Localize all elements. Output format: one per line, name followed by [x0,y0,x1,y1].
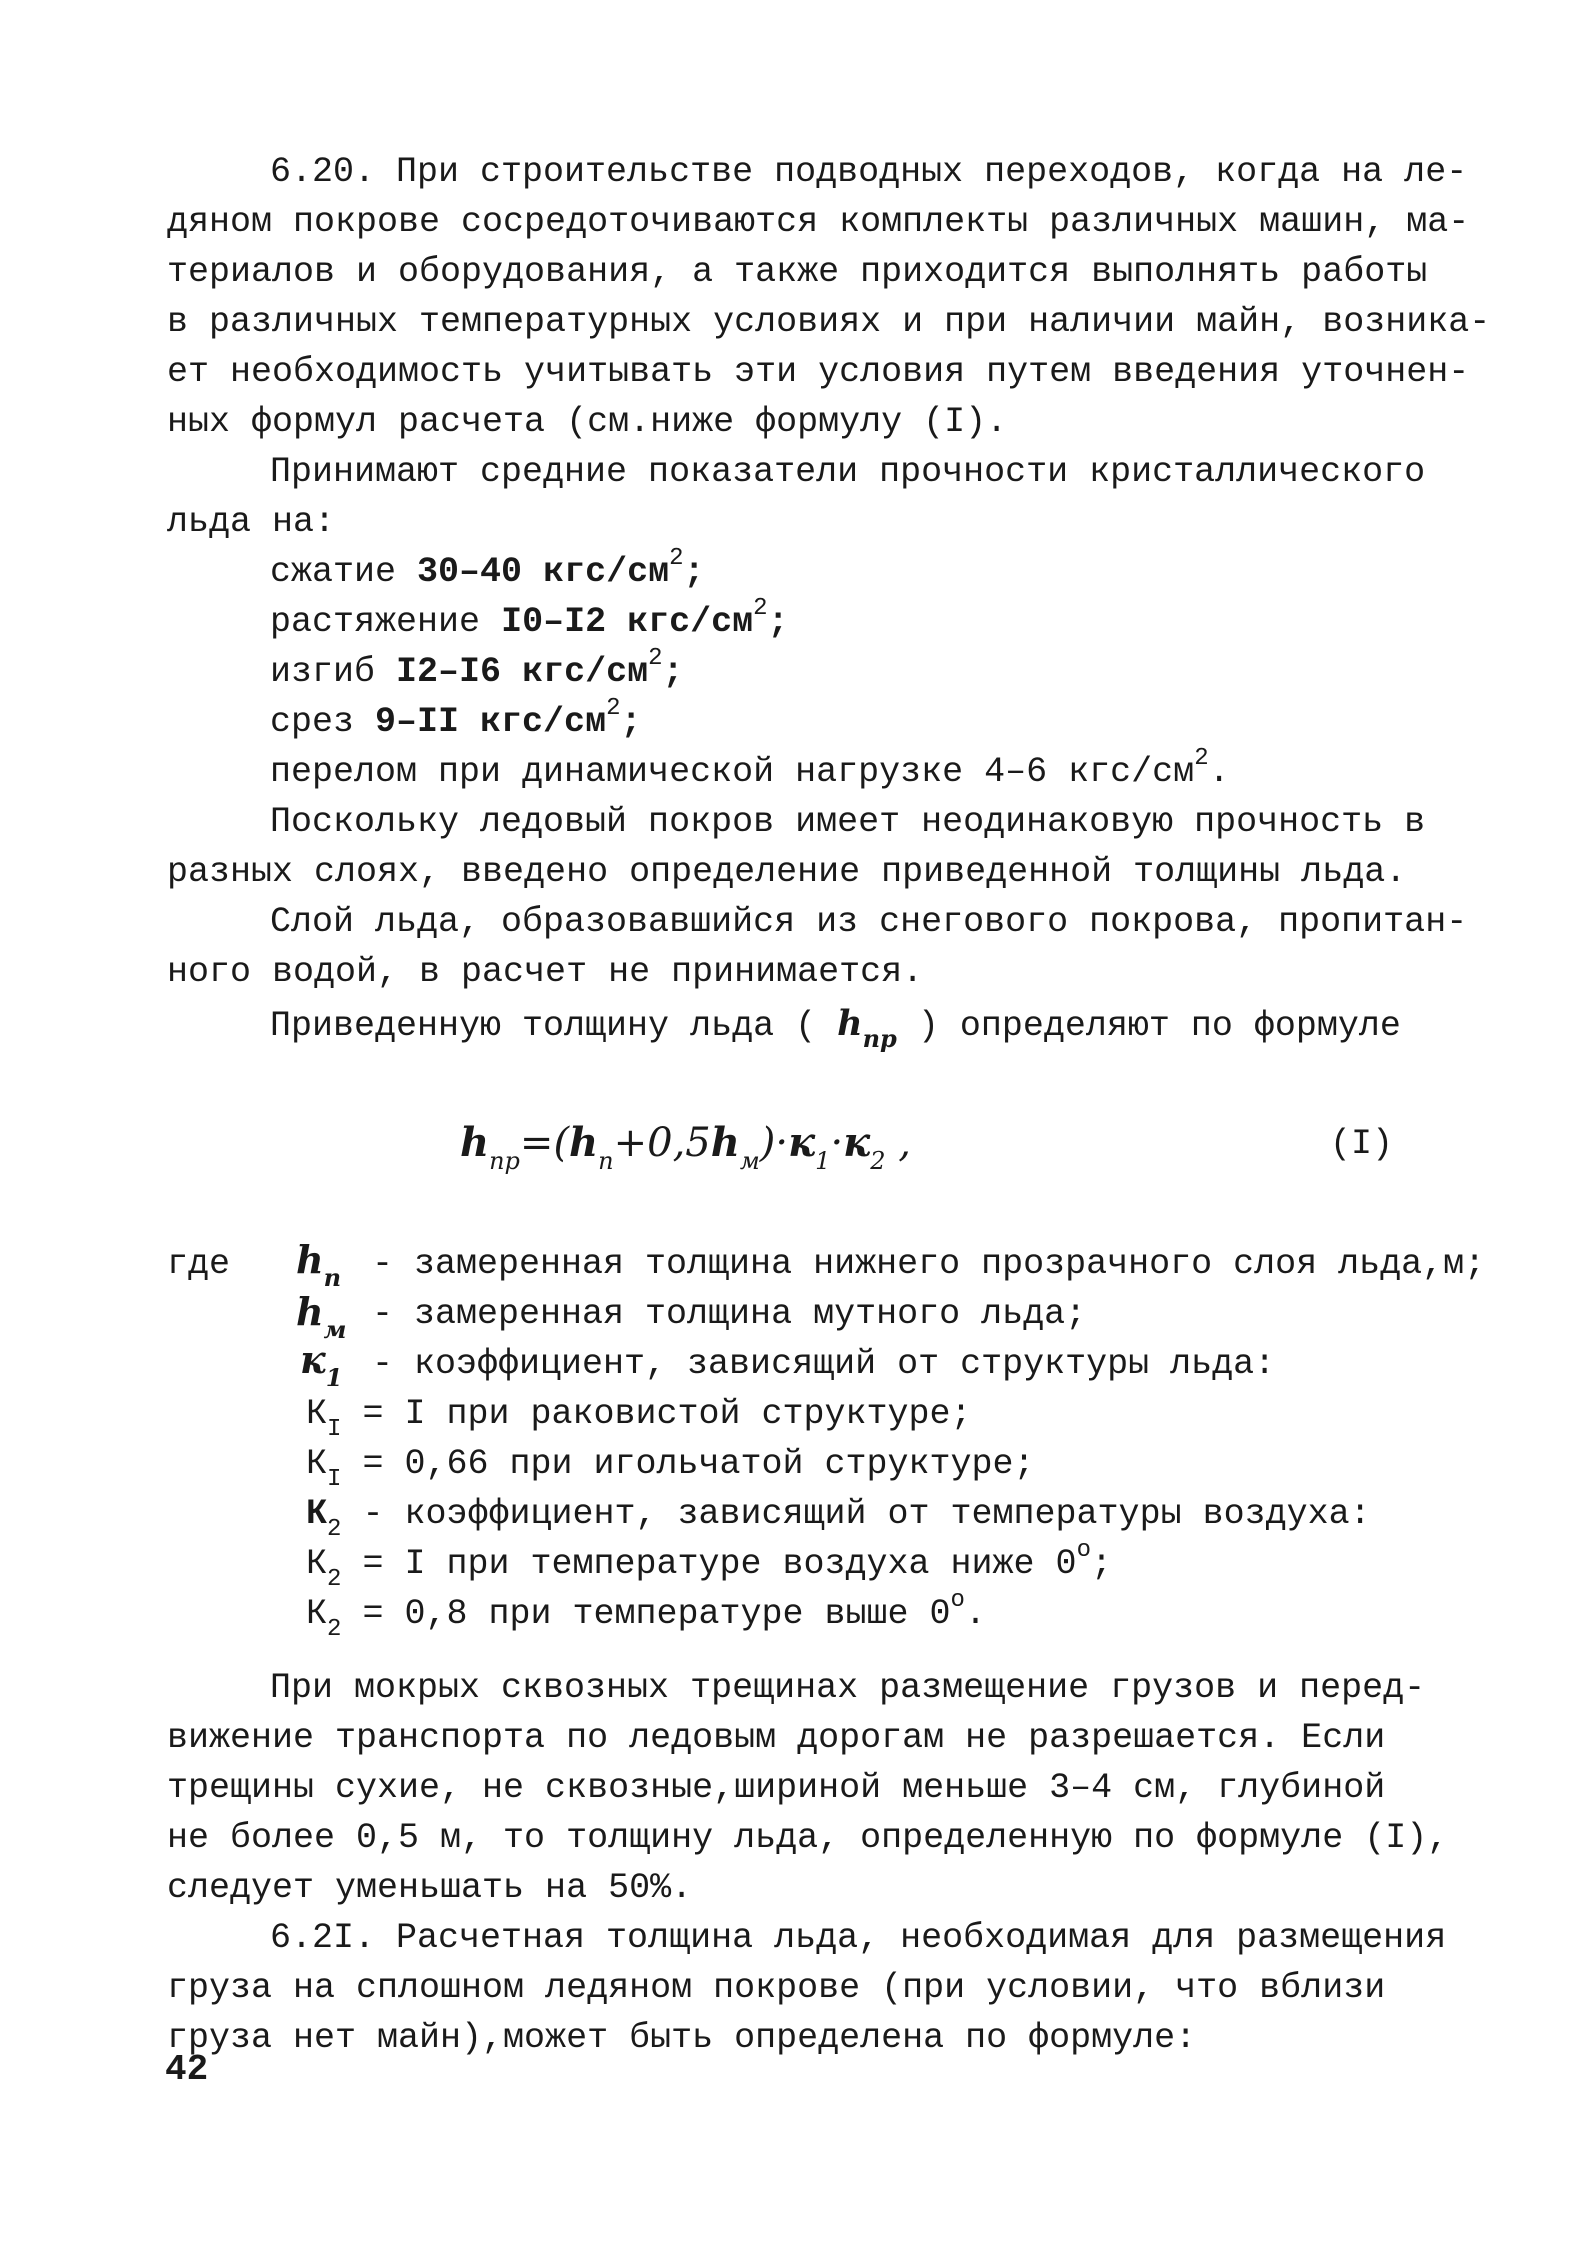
strength-end: . [1208,752,1230,792]
def-sym: к [300,1337,326,1382]
k-text: = 0,8 при температуре выше 0 [362,1594,951,1634]
strength-exponent: 2 [606,695,621,723]
def-sub: п [323,1262,342,1292]
def-symbol-k1 [300,1336,343,1392]
strength-label: перелом при динамической нагрузке [270,752,964,792]
k2-value-2 [306,1587,986,1643]
reduced-before: Приведенную толщину льда ( [270,1006,817,1046]
k1-value-1 [306,1390,972,1443]
k-text: - коэффициент, зависящий от температуры воздуха: [362,1494,1371,1534]
strength-intro-line-1: Принимают средние показатели прочности кристаллического [270,452,1426,492]
strength-end: ; [620,702,642,742]
def-sub: м [323,1314,347,1344]
k-sym: К [306,1544,328,1584]
p620-line-5: ет необходимость учитывать эти условия путем введения уточнен- [167,352,1470,392]
def-text-hp: - замеренная толщина нижнего прозрачного слоя льда,м; [372,1244,1486,1284]
k-sub: 2 [327,1516,342,1543]
k-sub: I [327,1416,342,1443]
def-text-hm: - замеренная толщина мутного льда; [372,1294,1087,1334]
k2-definition [306,1490,1371,1543]
strength-item-shear [270,695,642,746]
k-exponent: о [1076,1537,1091,1565]
formula-lhs-sub: пр [489,1147,520,1175]
strength-item-compression [270,545,705,596]
formula-number: (I) [1330,1124,1394,1164]
k-sym: К [306,1494,328,1534]
p621-line-3: груза нет майн),может быть определена по формуле: [167,2018,1197,2058]
strength-end: ; [767,602,789,642]
p621-line-1: 6.2I. Расчетная толщина льда, необходимая для размещения [270,1918,1447,1958]
strength-end: ; [662,652,684,692]
strength-label: изгиб [270,652,376,692]
strength-label: срез [270,702,355,742]
strength-value: 30–40 кгс/см [417,552,670,592]
strength-item-fracture [270,745,1230,796]
reduced-sub: пр [862,1024,897,1053]
cracks-line-4: не более 0,5 м, то толщину льда, определенную по формуле (I), [167,1818,1449,1858]
formula-dot: · [830,1120,844,1166]
p620-line-3: териалов и оборудования, а также приходится выполнять работы [167,252,1428,292]
formula-k1-sub: 1 [815,1147,831,1175]
p620-line-2: дяном покрове сосредоточиваются комплекты различных машин, ма- [167,202,1470,242]
strength-item-tension [270,595,789,646]
p620-line-1: 6.20. При строительстве подводных переходов, когда на ле- [270,152,1468,192]
k-sub: 2 [327,1566,342,1593]
k-text: = 0,66 при игольчатой структуре; [362,1444,1035,1484]
def-text-k1: - коэффициент, зависящий от структуры льда: [372,1344,1276,1384]
k1-value-2 [306,1440,1035,1493]
strength-exponent: 2 [669,545,684,573]
formula-k2: к [843,1119,871,1166]
def-sym: h [296,1237,324,1282]
k-end: ; [1090,1544,1112,1584]
formula-eq: =( [519,1120,570,1166]
reduced-after: ) определяют по формуле [917,1006,1401,1046]
formula-close: )· [759,1120,789,1166]
k-sym: К [306,1394,328,1434]
formula-k2-sub: 2 [870,1147,886,1175]
strength-intro-line-2: льда на: [167,502,336,542]
page-number: 42 [165,2049,209,2090]
strength-label: растяжение [270,602,481,642]
formula-1 [460,1108,911,1178]
def-symbol-hp [296,1236,342,1292]
reduced-thickness-line [270,1000,1401,1053]
strength-exponent: 2 [648,645,663,673]
strength-value: 9–II кгс/см [375,702,607,742]
def-sym: h [296,1289,324,1334]
p621-line-2: груза на сплошном ледяном покрове (при условии, что вблизи [167,1968,1386,2008]
snow-line-2: ного водой, в расчет не принимается. [167,952,924,992]
k-sym: К [306,1594,328,1634]
k-sub: I [327,1466,342,1493]
cracks-line-3: трещины сухие, не сквозные,шириной меньше 3–4 см, глубиной [167,1768,1386,1808]
formula-plus: +0,5 [613,1120,711,1166]
p620-line-4: в различных температурных условиях и при наличии майн, возника- [167,302,1491,342]
formula-tail: , [885,1120,911,1166]
def-sub: 1 [325,1362,343,1392]
strength-value: 4–6 кгс/см [984,752,1195,792]
k-end: . [964,1594,986,1634]
strength-end: ; [683,552,705,592]
cracks-line-5: следует уменьшать на 50%. [167,1868,693,1908]
snow-line-1: Слой льда, образовавшийся из снегового покрова, пропитан- [270,902,1468,942]
layers-line-2: разных слоях, введено определение приведенной толщины льда. [167,852,1407,892]
strength-value: I0–I2 кгс/см [501,602,754,642]
strength-item-bending [270,645,684,696]
def-symbol-hm [296,1288,347,1344]
reduced-var: h [837,1003,863,1044]
k-text: = I при раковистой структуре; [362,1394,972,1434]
formula-t2: h [710,1119,740,1166]
formula-lhs: h [460,1119,490,1166]
formula-t1-sub: п [598,1147,614,1175]
strength-exponent: 2 [753,595,768,623]
strength-value: I2–I6 кгс/см [396,652,649,692]
k-sym: К [306,1444,328,1484]
formula-t1: h [569,1119,599,1166]
strength-label: сжатие [270,552,397,592]
strength-exponent: 2 [1194,745,1209,773]
k-exponent: о [950,1587,965,1615]
k2-value-1 [306,1537,1112,1593]
layers-line-1: Поскольку ледовый покров имеет неодинаковую прочность в [270,802,1426,842]
k-sub: 2 [327,1616,342,1643]
k-text: = I при температуре воздуха ниже 0 [362,1544,1077,1584]
p620-line-6: ных формул расчета (см.ниже формулу (I). [167,402,1008,442]
formula-t2-sub: м [739,1147,760,1175]
cracks-line-2: вижение транспорта по ледовым дорогам не разрешается. Если [167,1718,1386,1758]
where-label: где [167,1244,231,1284]
formula-k1: к [788,1119,816,1166]
cracks-line-1: При мокрых сквозных трещинах размещение грузов и перед- [270,1668,1426,1708]
